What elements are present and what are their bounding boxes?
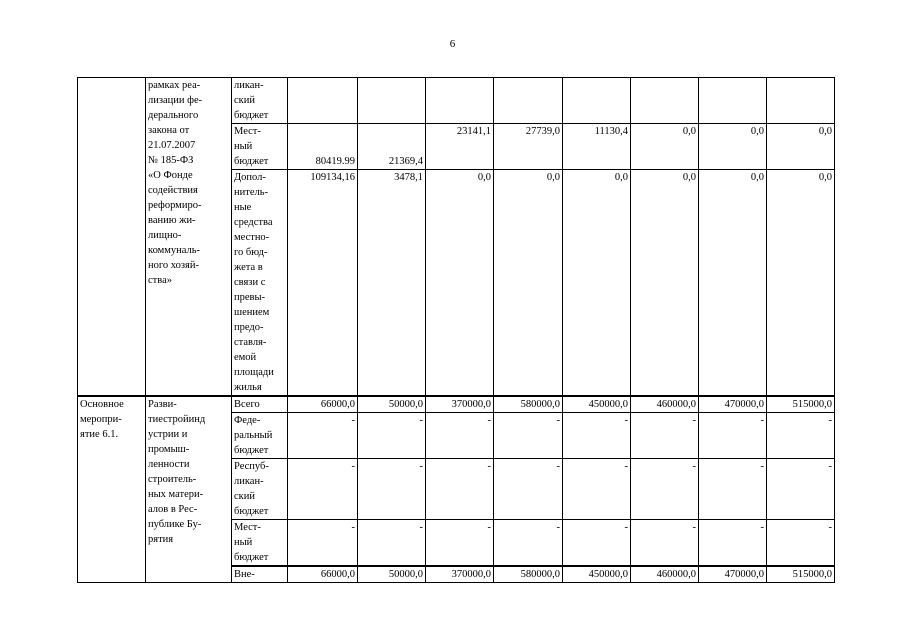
value-cell: - <box>358 413 426 459</box>
value-cell: 66000,0 <box>288 566 358 583</box>
value-cell: 0,0 <box>494 170 563 397</box>
source-cell: Всего <box>232 396 288 413</box>
value-cell: 470000,0 <box>699 396 767 413</box>
value-cell: - <box>699 413 767 459</box>
value-cell: - <box>767 520 835 567</box>
source-cell: Респуб- ликан- ский бюджет <box>232 459 288 520</box>
source-cell: Допол- нитель- ные средства местно- го бюд- жета в связи с превы- шением предо- ставля- емой площади жилья <box>232 170 288 397</box>
value-cell: - <box>426 413 494 459</box>
value-cell: - <box>767 413 835 459</box>
value-cell: - <box>563 520 631 567</box>
value-cell: - <box>288 459 358 520</box>
value-cell: 370000,0 <box>426 396 494 413</box>
source-cell: Феде- ральный бюджет <box>232 413 288 459</box>
value-cell: - <box>494 520 563 567</box>
event-label-cell: Основное меропри- ятие 6.1. <box>78 396 146 583</box>
value-cell <box>563 78 631 124</box>
value-cell: 21369,4 <box>358 124 426 170</box>
table-row <box>78 396 835 413</box>
value-cell: - <box>699 459 767 520</box>
event-name-cell: Разви- тиестройинд устрии и промыш- ленности строитель- ных матери- алов в Рес- публике Бу- рятия <box>146 396 232 583</box>
value-cell: 515000,0 <box>767 566 835 583</box>
value-cell <box>494 78 563 124</box>
page-number: 6 <box>449 38 456 50</box>
value-cell: 0,0 <box>699 170 767 397</box>
value-cell <box>631 78 699 124</box>
source-cell: Мест- ный бюджет <box>232 124 288 170</box>
value-cell: - <box>631 413 699 459</box>
value-cell: - <box>358 520 426 567</box>
value-cell <box>426 78 494 124</box>
value-cell: 27739,0 <box>494 124 563 170</box>
value-cell: 66000,0 <box>288 396 358 413</box>
value-cell: 460000,0 <box>631 566 699 583</box>
value-cell: 580000,0 <box>494 396 563 413</box>
value-cell: 11130,4 <box>563 124 631 170</box>
value-cell: 3478,1 <box>358 170 426 397</box>
value-cell: 50000,0 <box>358 566 426 583</box>
value-cell: 80419.99 <box>288 124 358 170</box>
value-cell: 50000,0 <box>358 396 426 413</box>
value-cell: - <box>494 413 563 459</box>
value-cell <box>699 78 767 124</box>
value-cell <box>288 78 358 124</box>
value-cell: 23141,1 <box>426 124 494 170</box>
source-cell: Мест- ный бюджет <box>232 520 288 567</box>
source-cell: ликан- ский бюджет <box>232 78 288 124</box>
value-cell: - <box>631 459 699 520</box>
value-cell: - <box>699 520 767 567</box>
value-cell: - <box>631 520 699 567</box>
value-cell: 515000,0 <box>767 396 835 413</box>
value-cell: 0,0 <box>631 124 699 170</box>
value-cell <box>358 78 426 124</box>
value-cell <box>767 78 835 124</box>
value-cell: - <box>288 413 358 459</box>
value-cell: 0,0 <box>699 124 767 170</box>
value-cell: - <box>563 413 631 459</box>
value-cell: 0,0 <box>563 170 631 397</box>
budget-table <box>77 77 835 583</box>
source-cell: Вне- <box>232 566 288 583</box>
value-cell: 470000,0 <box>699 566 767 583</box>
value-cell: - <box>358 459 426 520</box>
table-body <box>78 78 835 583</box>
value-cell: 460000,0 <box>631 396 699 413</box>
value-cell: 450000,0 <box>563 396 631 413</box>
value-cell: 580000,0 <box>494 566 563 583</box>
value-cell: - <box>767 459 835 520</box>
value-cell: - <box>563 459 631 520</box>
value-cell: 0,0 <box>767 124 835 170</box>
value-cell: 0,0 <box>767 170 835 397</box>
value-cell: - <box>494 459 563 520</box>
value-cell: 0,0 <box>631 170 699 397</box>
value-cell: 109134,16 <box>288 170 358 397</box>
value-cell: - <box>426 520 494 567</box>
value-cell: - <box>426 459 494 520</box>
value-cell: - <box>288 520 358 567</box>
value-cell: 450000,0 <box>563 566 631 583</box>
value-cell: 0,0 <box>426 170 494 397</box>
event-name-cell: рамках реа- лизации фе- дерального закона от 21.07.2007 № 185-ФЗ «О Фонде содействия реформиро- ванию жи- лищно- коммуналь- ного хозяй- ства» <box>146 78 232 397</box>
table-row <box>78 78 835 124</box>
value-cell: 370000,0 <box>426 566 494 583</box>
label-cell <box>78 78 146 397</box>
